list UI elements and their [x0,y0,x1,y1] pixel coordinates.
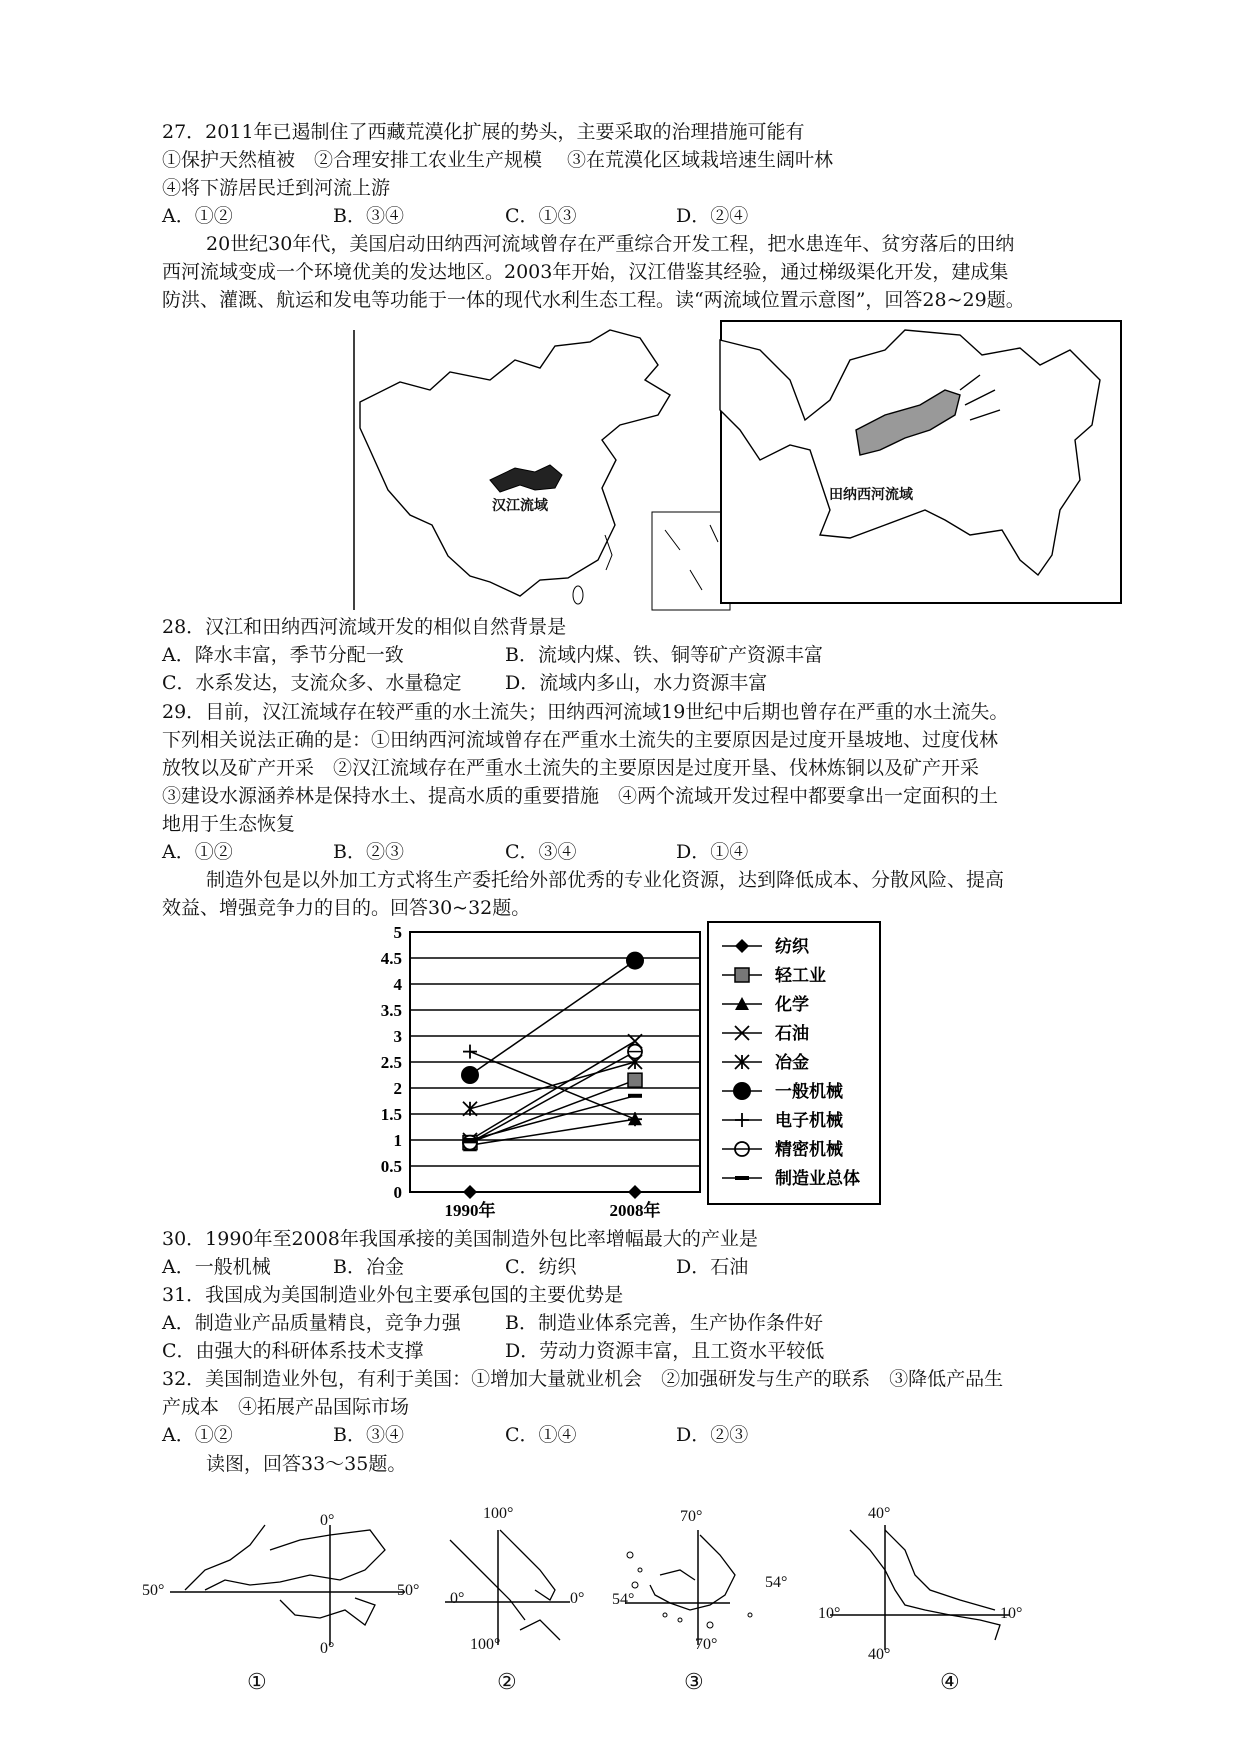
q29-option-d: D．①④ [676,841,749,863]
q30-option-c: C．纺织 [505,1256,577,1278]
q29-line1: 29．目前，汉江流域存在较严重的水土流失；田纳西河流域19世纪中后期也曾存在严重的水土流失。 [162,701,1009,723]
q30-stem: 30．1990年至2008年我国承接的美国制造外包比率增幅最大的产业是 [162,1228,758,1250]
q30-option-d: D．石油 [676,1256,749,1278]
us-tennessee-map [720,320,1122,605]
q27-option-a: A．①② [162,205,233,227]
chart-point [463,1185,477,1199]
map3-bottom-lon: 70° [695,1636,718,1653]
chart-series-line [470,1052,635,1143]
chart-y-tick-label: 1.5 [380,1105,402,1124]
bottom-map-3 [610,1515,780,1655]
q32-option-b: B．③④ [333,1424,404,1446]
q31-option-c: C．由强大的科研体系技术支撑 [162,1340,424,1362]
map4-left-lon: 10° [818,1605,841,1622]
map4-number: ④ [940,1670,960,1695]
map4-bottom-lat: 40° [868,1646,891,1663]
passage1-line2: 西河流域变成一个环境优美的发达地区。2003年开始，汉江借鉴其经验，通过梯级渠化开发，建成集 [162,261,1009,283]
bottom-map-4 [830,1515,1023,1655]
map3-left-lat: 54° [612,1591,635,1608]
chart-x-tick-label: 1990年 [444,1201,496,1220]
chart-legend-label: 精密机械 [775,1140,843,1160]
q28-stem: 28．汉江和田纳西河流域开发的相似自然背景是 [162,616,567,638]
chart-legend-label: 冶金 [775,1053,809,1073]
chart-point [463,1102,477,1116]
chart-y-tick-label: 2.5 [380,1053,402,1072]
chart-legend-label: 制造业总体 [775,1169,860,1189]
chart-y-tick-label: 4 [393,975,402,994]
q28-option-a: A．降水丰富，季节分配一致 [162,644,404,666]
chart-y-tick-label: 1 [393,1131,402,1150]
chart-legend-marker [735,968,749,982]
map2-left-lat: 0° [450,1590,465,1607]
map1-bottom-lon: 0° [320,1640,335,1657]
q29-line3: 放牧以及矿产开采 ②汉江流域存在严重水土流失的主要原因是过度开垦、伐林炼铜以及矿产开采 [162,757,980,779]
passage2-line1: 制造外包是以外加工方式将生产委托给外部优秀的专业化资源，达到降低成本、分散风险、提高 [206,869,1005,891]
q30-option-b: B．冶金 [333,1256,404,1278]
chart-y-tick-label: 4.5 [380,949,402,968]
map3-top-lon: 70° [680,1508,703,1525]
q32-option-a: A．①② [162,1424,233,1446]
q27-statements-1: ①保护天然植被 ②合理安排工农业生产规模 ③在荒漠化区域栽培速生阔叶林 [162,149,834,171]
chart-point [461,1066,479,1084]
hanjiang-basin-label: 汉江流域 [492,498,548,514]
chart-point [463,1136,477,1150]
chart-point [628,1045,642,1059]
passage1-line1: 20世纪30年代，美国启动田纳西河流域曾存在严重综合开发工程，把水患连年、贫穷落后的田纳 [206,233,1015,255]
map4-top-lat: 40° [868,1505,891,1522]
map1-right-lat: 50° [397,1582,420,1599]
chart-series-line [470,1041,635,1140]
q31-option-d: D．劳动力资源丰富，且工资水平较低 [505,1340,825,1362]
q31-option-b: B．制造业体系完善，生产协作条件好 [505,1312,823,1334]
q27-option-c: C．①③ [505,205,577,227]
chart-x-tick-label: 2008年 [609,1201,661,1220]
chart-y-tick-label: 0.5 [380,1157,402,1176]
chart-legend-label: 化学 [775,995,809,1015]
q29-option-b: B．②③ [333,841,404,863]
q32-line1: 32．美国制造业外包，有利于美国：①增加大量就业机会 ②加强研发与生产的联系 ③降低产品生 [162,1368,1004,1390]
chart-y-tick-label: 3 [393,1027,402,1046]
map2-bottom-lon: 100° [470,1636,501,1653]
map3-number: ③ [684,1670,704,1695]
passage2-line2: 效益、增强竞争力的目的。回答30~32题。 [162,897,531,919]
q31-stem: 31．我国成为美国制造业外包主要承包国的主要优势是 [162,1284,624,1306]
q28-option-b: B．流域内煤、铁、铜等矿产资源丰富 [505,644,823,666]
q27-stem: 27．2011年已遏制住了西藏荒漠化扩展的势头，主要采取的治理措施可能有 [162,121,805,143]
q28-option-d: D．流域内多山，水力资源丰富 [505,672,768,694]
q29-line2: 下列相关说法正确的是：①田纳西河流域曾存在严重水土流失的主要原因是过度开垦坡地、过度伐林 [162,729,999,751]
chart-legend-label: 轻工业 [775,966,826,986]
map2-number: ② [497,1670,517,1695]
chart-legend-label: 一般机械 [775,1082,843,1102]
passage1-line3: 防洪、灌溉、航运和发电等功能于一体的现代水利生态工程。读“两流域位置示意图”，回答28~29题。 [162,289,1025,311]
bottom-map-1 [170,1510,410,1650]
map2-right-lat: 0° [570,1590,585,1607]
chart-point [628,1094,642,1098]
china-map [340,320,740,610]
tennessee-basin-label: 田纳西河流域 [829,487,913,503]
outsourcing-chart [360,920,880,1220]
q27-option-d: D．②④ [676,205,749,227]
chart-series-line [470,1119,635,1145]
q27-option-b: B．③④ [333,205,404,227]
chart-y-tick-label: 3.5 [380,1001,402,1020]
q31-option-a: A．制造业产品质量精良，竞争力强 [162,1312,461,1334]
q29-line5: 地用于生态恢复 [162,813,296,835]
chart-point [626,952,644,970]
chart-series-line [470,961,635,1075]
q32-option-d: D．②③ [676,1424,749,1446]
chart-point [463,1045,477,1059]
chart-y-tick-label: 5 [393,923,402,942]
q29-option-c: C．③④ [505,841,577,863]
q29-option-a: A．①② [162,841,233,863]
chart-legend-marker [735,1142,749,1156]
q28-option-c: C．水系发达，支流众多、水量稳定 [162,672,462,694]
q29-line4: ③建设水源涵养林是保持水土、提高水质的重要措施 ④两个流域开发过程中都要拿出一定面积的土 [162,785,999,807]
map2-top-lon: 100° [483,1505,514,1522]
passage3: 读图，回答33～35题。 [206,1453,407,1475]
chart-y-tick-label: 0 [393,1183,402,1202]
map1-number: ① [247,1670,267,1695]
chart-point [628,1073,642,1087]
q30-option-a: A．一般机械 [162,1256,271,1278]
chart-legend-marker [733,1082,751,1100]
q32-option-c: C．①④ [505,1424,577,1446]
map4-right-lon: 10° [1000,1605,1023,1622]
q32-line2: 产成本 ④拓展产品国际市场 [162,1396,410,1418]
chart-legend-label: 电子机械 [775,1111,843,1131]
chart-legend-marker [735,1176,749,1180]
map1-top-lon: 0° [320,1512,335,1529]
chart-point [463,1138,477,1142]
chart-y-tick-label: 2 [393,1079,402,1098]
chart-legend-label: 纺织 [775,937,809,957]
map1-left-lat: 50° [142,1582,165,1599]
chart-legend-label: 石油 [775,1024,809,1044]
q27-statements-2: ④将下游居民迁到河流上游 [162,177,391,199]
chart-point [628,1185,642,1199]
map3-right-lat: 54° [765,1574,788,1591]
